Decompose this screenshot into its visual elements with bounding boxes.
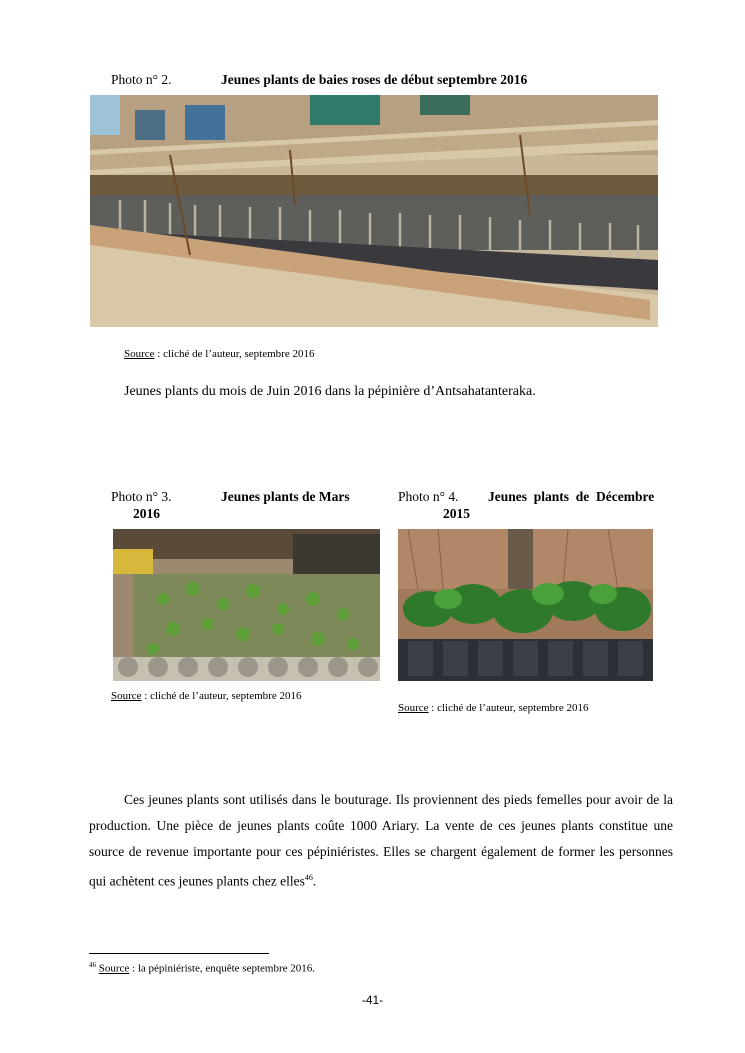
page-number: -41- (361, 993, 384, 1007)
photo3-title-a: Jeunes plants de Mars (221, 489, 350, 504)
nursery-photo-icon (90, 95, 658, 327)
body-line-1: Jeunes plants du mois de Juin 2016 dans la pépinière d’Antsahatanteraka. (124, 384, 536, 399)
photo3-number: Photo n° 3. (111, 489, 172, 504)
photo4-source: Source : cliché de l’auteur, septembre 2016 (398, 702, 589, 714)
photo3-title-b: 2016 (133, 506, 160, 521)
photo3-image (113, 529, 380, 681)
photo4-title-a: Jeunes plants de Décembre (488, 489, 655, 504)
photo4-image (398, 529, 653, 681)
photo2-image (90, 95, 658, 327)
photo2-title: Jeunes plants de baies roses de début septembre 2016 (221, 72, 528, 87)
footnote: $^{46}$ Source : la pépiniériste, enquête septembre 2016. (89, 961, 316, 975)
photo4-number: Photo n° 4. (398, 489, 459, 504)
main-paragraph: Ces jeunes plants sont utilisés dans le bouturage. Ils proviennent des pieds femelles pour avoir de la production. Une pièce de jeunes plants coûte 1000 Ariary. La vente de ces jeunes plants constitue une source de revenue importante pour ces pépiniéristes. Elles se chargent également de former les personnes qui achètent ces jeunes plants chez elles$^{46}$. (89, 792, 673, 889)
photo4-title-b: 2015 (443, 506, 470, 521)
photo2-number: Photo n° 2. (111, 72, 172, 87)
nursery-photo-icon (113, 529, 380, 681)
footnote-divider (89, 953, 269, 954)
photo2-source: Source : cliché de l’auteur, septembre 2016 (124, 348, 315, 360)
nursery-photo-icon (398, 529, 653, 681)
photo3-source: Source : cliché de l’auteur, septembre 2016 (111, 690, 302, 702)
